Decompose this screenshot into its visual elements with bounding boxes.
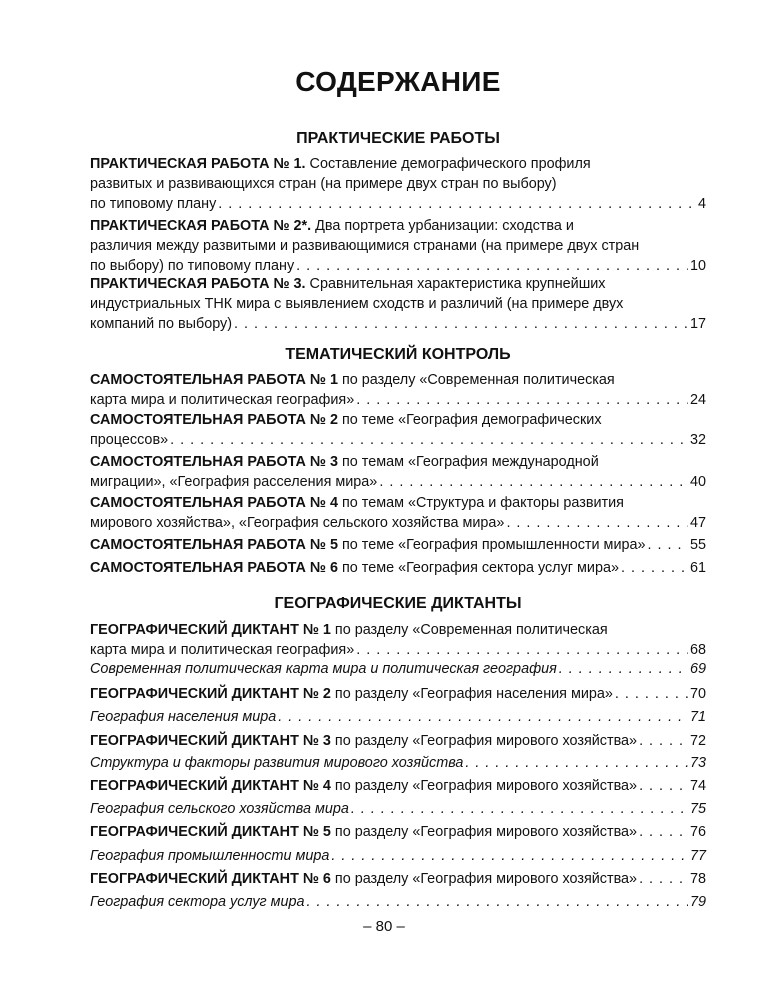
page-number: 47 <box>689 515 706 531</box>
dot-leader <box>307 892 688 912</box>
dot-leader <box>356 640 688 660</box>
entry-text: Структура и факторы развития мирового хозяйства <box>90 755 464 771</box>
dot-leader <box>639 869 688 889</box>
entry-text: карта мира и политическая география» <box>90 392 355 408</box>
entry-text: по темам «Структура и факторы развития <box>337 495 624 511</box>
dot-leader <box>218 194 696 214</box>
page-number: 79 <box>689 894 706 910</box>
entry-text: карта мира и политическая география» <box>90 642 355 658</box>
page-number: 73 <box>689 755 706 771</box>
toc-entry-dictation-4[interactable] <box>90 776 706 796</box>
section-heading-practical: ПРАКТИЧЕСКИЕ РАБОТЫ <box>296 130 500 147</box>
dot-leader <box>639 731 688 751</box>
entry-text: по разделу «География мирового хозяйства» <box>330 778 638 794</box>
page-number: 69 <box>689 661 706 677</box>
entry-bold-title: САМОСТОЯТЕЛЬНАЯ РАБОТА № 1 <box>90 372 338 388</box>
entry-text: Современная политическая карта мира и политическая география <box>90 661 557 677</box>
entry-text: развитых и развивающихся стран (на примере двух стран по выбору) <box>90 176 557 192</box>
entry-bold-title: САМОСТОЯТЕЛЬНАЯ РАБОТА № 2 <box>90 412 338 428</box>
entry-text: География населения мира <box>90 709 277 725</box>
entry-bold-title: ГЕОГРАФИЧЕСКИЙ ДИКТАНТ № 5 <box>90 824 331 840</box>
toc-entry-control-3[interactable] <box>90 452 706 492</box>
dot-leader <box>331 846 688 866</box>
entry-text: Сравнительная характеристика крупнейших <box>305 276 606 292</box>
toc-entry-practical-2[interactable] <box>90 216 706 276</box>
page-number: 72 <box>689 733 706 749</box>
page-number: 75 <box>689 801 706 817</box>
dot-leader <box>170 430 688 450</box>
dot-leader <box>296 256 688 276</box>
dot-leader <box>506 513 688 533</box>
dot-leader <box>639 776 688 796</box>
dot-leader <box>648 535 688 555</box>
toc-entry-dictation-6-answers[interactable] <box>90 892 706 912</box>
page-number: 40 <box>689 474 706 490</box>
entry-text: различия между развитыми и развивающимися странами (на примере двух стран <box>90 238 640 254</box>
entry-text: по теме «География сектора услуг мира» <box>337 560 619 576</box>
toc-entry-control-4[interactable] <box>90 493 706 533</box>
toc-entry-dictation-3-answers[interactable] <box>90 753 706 773</box>
page-footer-number: – 80 – <box>363 918 405 935</box>
page-title: СОДЕРЖАНИЕ <box>295 66 501 97</box>
page-number: 4 <box>697 196 706 212</box>
toc-entry-dictation-2[interactable] <box>90 684 706 704</box>
toc-entry-dictation-6[interactable] <box>90 869 706 889</box>
entry-bold-title: САМОСТОЯТЕЛЬНАЯ РАБОТА № 5 <box>90 537 338 553</box>
toc-entry-control-1[interactable] <box>90 370 706 410</box>
entry-bold-title: ПРАКТИЧЕСКАЯ РАБОТА № 1. <box>90 156 306 172</box>
page-number: 77 <box>689 848 706 864</box>
toc-entry-dictation-4-answers[interactable] <box>90 799 706 819</box>
entry-text: по разделу «Современная политическая <box>330 622 608 638</box>
page-number: 10 <box>689 258 706 274</box>
entry-text: по темам «География международной <box>337 454 599 470</box>
entry-text: миграции», «География расселения мира» <box>90 474 378 490</box>
dot-leader <box>356 390 688 410</box>
page-number: 71 <box>689 709 706 725</box>
entry-bold-title: САМОСТОЯТЕЛЬНАЯ РАБОТА № 6 <box>90 560 338 576</box>
page-number: 17 <box>689 316 706 332</box>
entry-text: процессов» <box>90 432 169 448</box>
entry-text: мирового хозяйства», «География сельского хозяйства мира» <box>90 515 505 531</box>
dot-leader <box>465 753 688 773</box>
dot-leader <box>621 558 688 578</box>
entry-text: по разделу «География населения мира» <box>330 686 613 702</box>
entry-bold-title: ПРАКТИЧЕСКАЯ РАБОТА № 3. <box>90 276 306 292</box>
entry-bold-title: ГЕОГРАФИЧЕСКИЙ ДИКТАНТ № 2 <box>90 686 331 702</box>
entry-text: индустриальных ТНК мира с выявлением сходств и различий (на примере двух <box>90 296 624 312</box>
entry-text: Составление демографического профиля <box>305 156 591 172</box>
entry-bold-title: ГЕОГРАФИЧЕСКИЙ ДИКТАНТ № 6 <box>90 871 331 887</box>
dot-leader <box>351 799 688 819</box>
dot-leader <box>559 659 688 679</box>
section-heading-dictation: ГЕОГРАФИЧЕСКИЕ ДИКТАНТЫ <box>274 595 522 612</box>
entry-text: География сельского хозяйства мира <box>90 801 349 817</box>
toc-entry-control-5[interactable] <box>90 535 706 555</box>
toc-entry-dictation-5-answers[interactable] <box>90 846 706 866</box>
page-number: 76 <box>689 824 706 840</box>
entry-bold-title: САМОСТОЯТЕЛЬНАЯ РАБОТА № 3 <box>90 454 338 470</box>
entry-bold-title: ГЕОГРАФИЧЕСКИЙ ДИКТАНТ № 1 <box>90 622 331 638</box>
dot-leader <box>234 314 688 334</box>
entry-bold-title: ГЕОГРАФИЧЕСКИЙ ДИКТАНТ № 4 <box>90 778 331 794</box>
entry-text: География сектора услуг мира <box>90 894 305 910</box>
entry-bold-title: ГЕОГРАФИЧЕСКИЙ ДИКТАНТ № 3 <box>90 733 331 749</box>
page-number: 61 <box>689 560 706 576</box>
toc-entry-dictation-2-answers[interactable] <box>90 707 706 727</box>
page-number: 74 <box>689 778 706 794</box>
entry-text: по разделу «География мирового хозяйства» <box>330 871 638 887</box>
page-number: 70 <box>689 686 706 702</box>
entry-text: компаний по выбору) <box>90 316 233 332</box>
section-heading-control: ТЕМАТИЧЕСКИЙ КОНТРОЛЬ <box>285 346 511 363</box>
page-number: 68 <box>689 642 706 658</box>
toc-entry-dictation-1-answers[interactable] <box>90 659 706 679</box>
entry-text: География промышленности мира <box>90 848 330 864</box>
toc-entry-dictation-1[interactable] <box>90 620 706 660</box>
entry-bold-title: ПРАКТИЧЕСКАЯ РАБОТА № 2*. <box>90 218 312 234</box>
dot-leader <box>379 472 688 492</box>
entry-text: по разделу «Современная политическая <box>337 372 615 388</box>
toc-entry-practical-3[interactable] <box>90 274 706 334</box>
toc-entry-control-6[interactable] <box>90 558 706 578</box>
toc-entry-control-2[interactable] <box>90 410 706 450</box>
entry-text: Два портрета урбанизации: сходства и <box>311 218 574 234</box>
entry-text: по разделу «География мирового хозяйства» <box>330 733 638 749</box>
entry-text: по типовому плану <box>90 196 217 212</box>
entry-text: по теме «География промышленности мира» <box>337 537 646 553</box>
page-number: 24 <box>689 392 706 408</box>
dot-leader <box>615 684 688 704</box>
toc-entry-practical-1[interactable] <box>90 154 706 214</box>
entry-text: по разделу «География мирового хозяйства» <box>330 824 638 840</box>
entry-bold-title: САМОСТОЯТЕЛЬНАЯ РАБОТА № 4 <box>90 495 338 511</box>
page-number: 32 <box>689 432 706 448</box>
dot-leader <box>639 822 688 842</box>
page-number: 78 <box>689 871 706 887</box>
toc-entry-dictation-3[interactable] <box>90 731 706 751</box>
toc-entry-dictation-5[interactable] <box>90 822 706 842</box>
page-number: 55 <box>689 537 706 553</box>
entry-text: по выбору) по типовому плану <box>90 258 295 274</box>
dot-leader <box>278 707 688 727</box>
entry-text: по теме «География демографических <box>337 412 602 428</box>
